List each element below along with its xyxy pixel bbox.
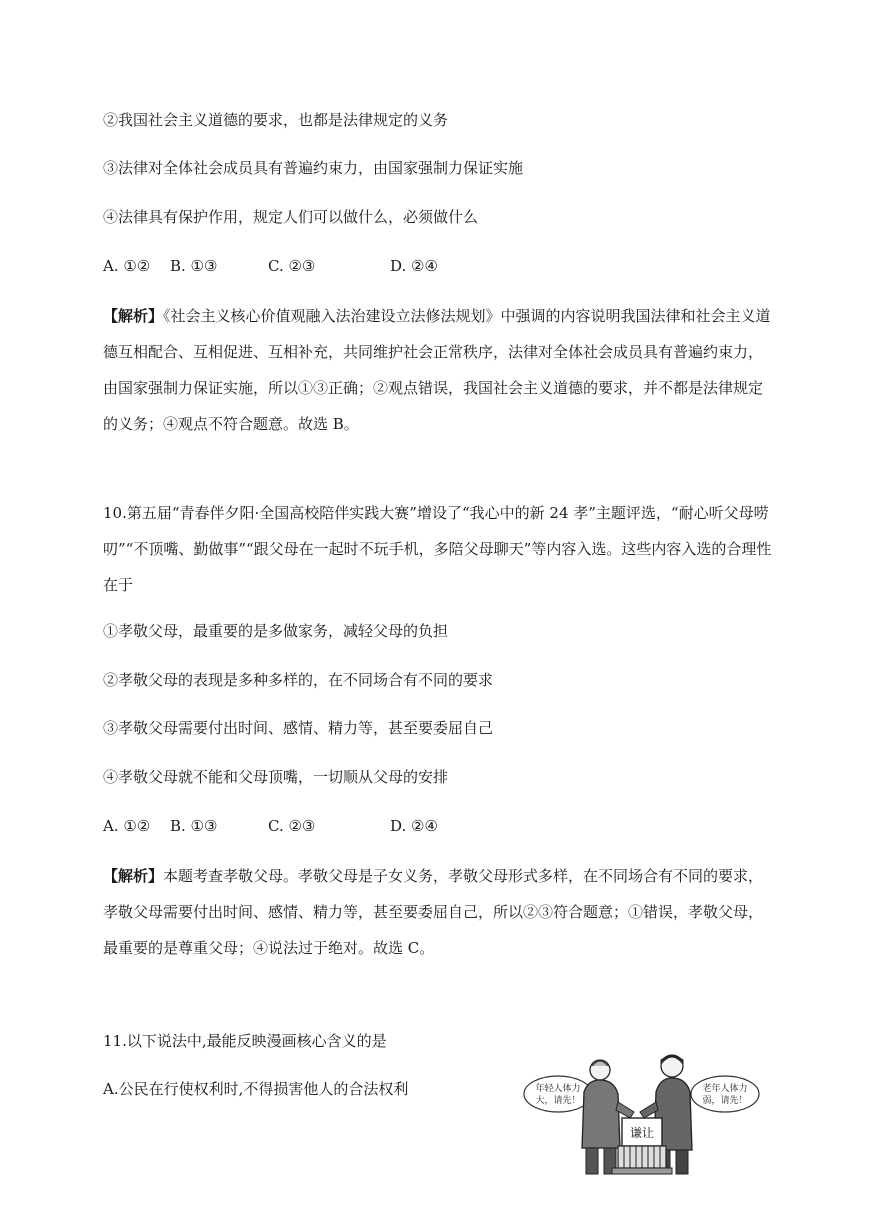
q10-choice-d: D. ②④ bbox=[390, 817, 438, 835]
q10-choice-a: A. ①② bbox=[103, 817, 151, 835]
left-bubble-text-1: 年轻人体力 bbox=[535, 1084, 581, 1094]
q9-choices bbox=[103, 256, 438, 276]
q10-option-1: ①孝敬父母，最重要的是多做家务，减轻父母的负担 bbox=[103, 622, 449, 640]
left-bubble-text-2: 大，请先！ bbox=[535, 1096, 581, 1106]
q10-choice-c: C. ②③ bbox=[268, 817, 316, 835]
q11-option-a: A.公民在行使权利时,不得损害他人的合法权利 bbox=[103, 1080, 409, 1098]
q10-choices bbox=[103, 816, 438, 836]
q10-analysis-label: 【解析】 bbox=[103, 867, 164, 885]
q10-analysis-text: 本题考查孝敬父母。孝敬父母是子女义务，孝敬父母形式多样，在不同场合有不同的要求，孝敬父母需要付出时间、感情、精力等，甚至要委屈自己，所以②③符合题意；①错误，孝敬父母，最重要的是尊重父母；④说法过于绝对。故选 C。 bbox=[103, 867, 764, 957]
comic-drawing bbox=[522, 1052, 762, 1180]
q9-choice-d: D. ②④ bbox=[390, 257, 438, 275]
comic-illustration bbox=[522, 1052, 762, 1180]
q9-option-4: ④法律具有保护作用，规定人们可以做什么，必须做什么 bbox=[103, 208, 479, 226]
q9-analysis-label: 【解析】 bbox=[103, 307, 164, 325]
comic-sign-text: 谦让 bbox=[629, 1126, 655, 1140]
comic-gate bbox=[612, 1146, 672, 1174]
q9-choice-b: B. ①③ bbox=[170, 257, 218, 275]
right-bubble-text-2: 弱，请先！ bbox=[702, 1096, 748, 1106]
right-speech-bubble bbox=[691, 1076, 759, 1112]
q10-choice-b: B. ①③ bbox=[170, 817, 218, 835]
q9-option-3: ③法律对全体社会成员具有普遍约束力，由国家强制力保证实施 bbox=[103, 159, 524, 177]
q10-stem: 10.第五届“青春伴夕阳·全国高校陪伴实践大赛”增设了“我心中的新 24 孝”主题评选，“耐心听父母唠叨”“不顶嘴、勤做事”“跟父母在一起时不玩手机，多陪父母聊天”等内容入选。这些内容入选的合理性在于 bbox=[103, 504, 772, 594]
q9-choice-a: A. ①② bbox=[103, 257, 151, 275]
q10-option-4: ④孝敬父母就不能和父母顶嘴，一切顺从父母的安排 bbox=[103, 768, 449, 786]
right-bubble-text-1: 老年人体力 bbox=[702, 1084, 748, 1094]
q9-analysis bbox=[103, 298, 773, 442]
left-speech-bubble bbox=[524, 1076, 592, 1112]
q10-option-3: ③孝敬父母需要付出时间、感情、精力等，甚至要委屈自己 bbox=[103, 719, 494, 737]
q10-option-2: ②孝敬父母的表现是多种多样的，在不同场合有不同的要求 bbox=[103, 671, 494, 689]
q11-stem: 11.以下说法中,最能反映漫画核心含义的是 bbox=[103, 1032, 387, 1050]
q9-option-2: ②我国社会主义道德的要求，也都是法律规定的义务 bbox=[103, 111, 449, 129]
q9-choice-c: C. ②③ bbox=[268, 257, 316, 275]
q9-analysis-text: 《社会主义核心价值观融入法治建设立法修法规划》中强调的内容说明我国法律和社会主义道德互相配合、互相促进、互相补充，共同维护社会正常秩序，法律对全体社会成员具有普遍约束力，由国家强制力保证实施，所以①③正确；②观点错误，我国社会主义道德的要求，并不都是法律规定的义务；④观点不符合题意。故选 B。 bbox=[103, 307, 771, 433]
q10-analysis bbox=[103, 858, 773, 966]
